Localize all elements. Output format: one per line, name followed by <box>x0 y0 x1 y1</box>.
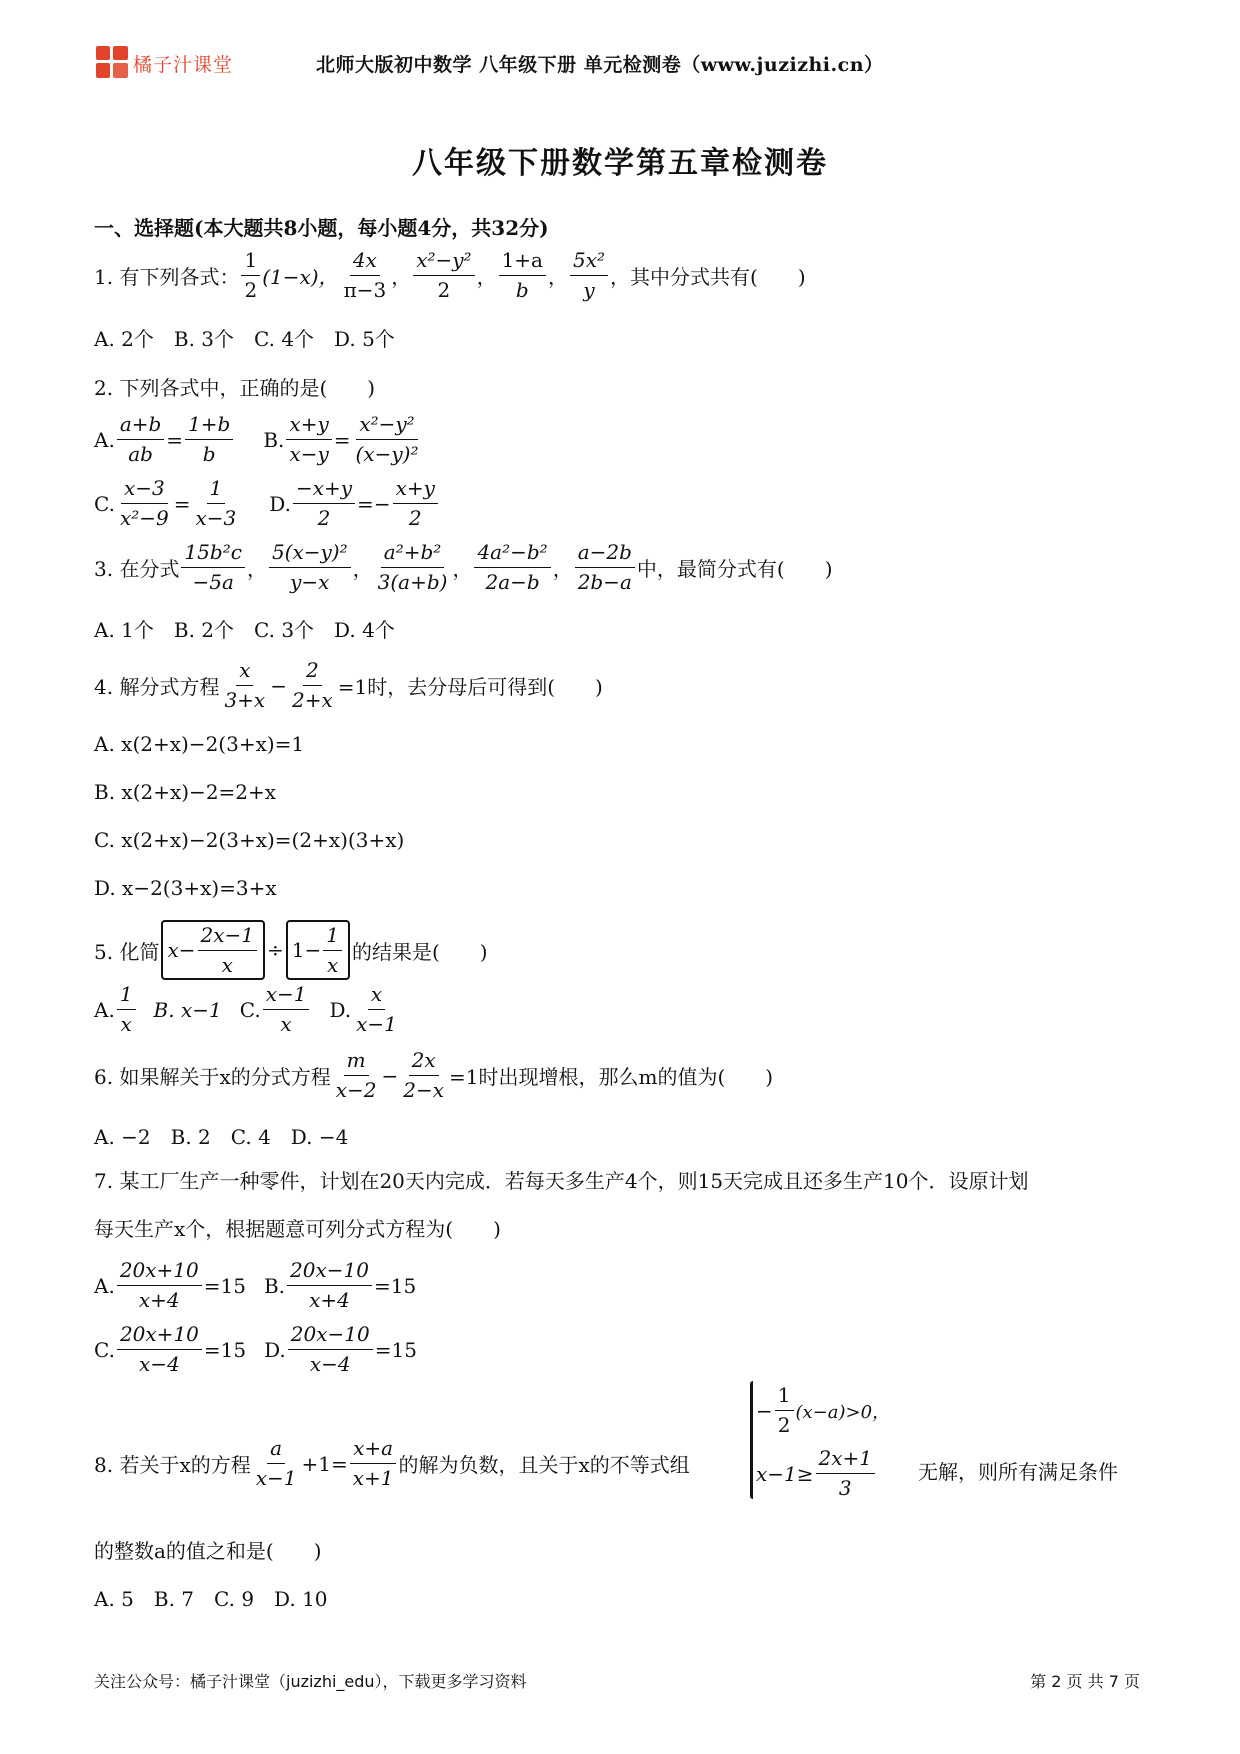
fraction: $\frac{1+b}{b}$ <box>185 412 233 467</box>
q5-options <box>94 982 402 1037</box>
equation-rhs: =15 <box>374 1337 417 1362</box>
q8-options: A. 5 B. 7 C. 9 D. 10 <box>94 1587 328 1611</box>
q7-line-2: 每天生产x个，根据题意可列分式方程为( ) <box>94 1217 501 1241</box>
option-label: D. <box>269 491 291 516</box>
option-label: A. <box>94 427 115 452</box>
fraction: $\frac{x-3}{\text{x²−9}}$ <box>119 476 169 530</box>
fraction: $\frac{20x-10}{x-4}$ <box>288 1322 373 1377</box>
q7-line-1: 7. 某工厂生产一种零件，计划在20天内完成．若每天多生产4个，则15天完成且还多生产10个．设原计划 <box>94 1169 1029 1193</box>
fraction: $\frac{a+b}{ab}$ <box>117 412 164 467</box>
q1-stem: 1. 有下列各式： <box>94 265 240 289</box>
fraction: $\frac{1}{x}$ <box>117 982 136 1037</box>
fraction: $\frac{\text{15b²c}}{-5a}$ <box>181 540 244 595</box>
option-label: C. <box>94 491 115 516</box>
fraction: $\frac{\text{a²+b²}}{3(a+b)}$ <box>377 540 448 594</box>
q7-options-cd <box>94 1322 417 1377</box>
fraction: $\frac{1}{x-3}$ <box>195 476 237 530</box>
page-title: 八年级下册数学第五章检测卷 <box>412 146 828 181</box>
fraction: $\frac{1}{2}$ <box>775 1383 794 1438</box>
q4-option-c: C. x(2+x)−2(3+x)=(2+x)(3+x) <box>94 828 405 852</box>
fraction: $\frac{20x+10}{x-4}$ <box>117 1322 202 1377</box>
page-number: 第 2 页 共 7 页 <box>1030 1672 1140 1691</box>
logo-icon <box>96 46 128 78</box>
q2-options-cd: C. $\frac{x-3}{\text{x²−9}}$ = $\frac{1}{x-3}$ D. $\frac{-x+y}{2}$ = − $\frac{x+y}{2}$ <box>94 476 440 531</box>
fraction: $\frac{x}{x-1}$ <box>356 982 397 1036</box>
expr: (1−x)， <box>262 265 339 289</box>
fraction: $\frac{20x-10}{x+4}$ <box>287 1258 372 1313</box>
fraction: $\frac{x+y}{2}$ <box>393 476 438 531</box>
q3-stem: 3. 在分式 <box>94 557 180 581</box>
option-label: B. <box>263 1273 286 1298</box>
brand-name: 橘子汁课堂 <box>133 54 234 76</box>
fraction: $\frac{1+a}{b}$ <box>499 248 546 303</box>
q8-stem: 8. 若关于x的方程 <box>94 1453 251 1477</box>
option-label: C. <box>239 997 261 1022</box>
q3-options: A. 1个 B. 2个 C. 3个 D. 4个 <box>94 618 395 642</box>
parenthesized-expr: x− $\frac{2x-1}{x}$ <box>161 920 265 980</box>
header-subtitle: 北师大版初中数学 八年级下册 单元检测卷（www.juzizhi.cn） <box>316 54 884 76</box>
inequality-1: − $\frac{1}{2}$ (x−a)>0， <box>756 1383 891 1437</box>
option-label: D. <box>329 997 352 1022</box>
fraction: $\frac{-x+y}{2}$ <box>293 476 355 531</box>
option-label: D. <box>264 1337 286 1362</box>
fraction: $\frac{x+a}{x+1}$ <box>350 1436 397 1491</box>
fraction: $\frac{\text{5(x−y)²}}{y-x}$ <box>269 540 351 595</box>
fraction: $\frac{2}{2+x}$ <box>291 658 333 712</box>
question-4 <box>94 658 603 713</box>
q1-options: A. 2个 B. 3个 C. 4个 D. 5个 <box>94 327 395 351</box>
fraction: $\frac{a}{x-1}$ <box>255 1436 297 1490</box>
fraction: $\frac{a-2b}{2b-a}$ <box>575 540 635 595</box>
option-label: C. <box>94 1337 115 1362</box>
q6-tail: =1时出现增根，那么m的值为( ) <box>449 1065 774 1089</box>
q5-stem: 5. 化简 <box>94 939 160 964</box>
divide-sign: ÷ <box>267 938 284 962</box>
fraction: $\frac{m}{x-2}$ <box>335 1048 377 1102</box>
q8-tail: 无解，则所有满足条件 <box>918 1460 1118 1484</box>
section-heading: 一、选择题(本大题共8小题，每小题4分，共32分) <box>94 216 549 240</box>
fraction: $\frac{\text{5x²}}{y}$ <box>570 248 608 303</box>
q4-stem: 4. 解分式方程 <box>94 675 220 699</box>
expr: +1= <box>301 1451 348 1476</box>
equation-rhs: =15 <box>373 1273 417 1298</box>
fraction: $\frac{1}{2}$ <box>241 248 260 303</box>
q8-line-2: 的整数a的值之和是( ) <box>94 1539 322 1563</box>
q4-option-d: D. x−2(3+x)=3+x <box>94 876 277 900</box>
equation-rhs: =15 <box>203 1337 247 1362</box>
fraction: $\frac{2x}{2-x}$ <box>403 1048 445 1102</box>
q5-tail: 的结果是( ) <box>351 939 488 964</box>
option-label: A. <box>94 1273 115 1298</box>
minus-sign: − <box>373 491 391 516</box>
q2-stem: 2. 下列各式中，正确的是( ) <box>94 376 376 400</box>
minus-sign: − <box>270 673 287 698</box>
fraction: $\frac{x-1}{x}$ <box>263 982 310 1037</box>
fraction: $\frac{x+y}{x-y}$ <box>286 412 331 467</box>
q2-options-ab: A. $\frac{a+b}{ab}$ = $\frac{1+b}{b}$ B. $\frac{x+y}{x-y}$ = $\frac{\text{x²−y²}}{\text{(x−y)²}}$ <box>94 412 424 467</box>
fraction: $\frac{20x+10}{x+4}$ <box>117 1258 202 1313</box>
q4-option-a: A. x(2+x)−2(3+x)=1 <box>94 732 305 756</box>
fraction: $\frac{\text{4a²−b²}}{2a-b}$ <box>474 540 550 595</box>
option-b: B. x−1 <box>153 997 222 1022</box>
parenthesized-expr: 1− $\frac{1}{x}$ <box>286 920 350 980</box>
q3-tail: 中，最简分式有( ) <box>636 557 833 581</box>
inequality-system-brace <box>750 1381 753 1499</box>
question-6 <box>94 1048 773 1103</box>
fraction: $\frac{\text{x²−y²}}{\text{(x−y)²}}$ <box>355 412 419 466</box>
inequality-2: x−1≥ $\frac{2x+1}{3}$ <box>756 1446 877 1501</box>
fraction: $\frac{x}{3+x}$ <box>224 658 266 712</box>
q7-options-ab <box>94 1258 416 1313</box>
q6-options: A. −2 B. 2 C. 4 D. −4 <box>94 1125 349 1149</box>
question-1: 1. 有下列各式： $\frac{1}{2}$ (1−x)， $\frac{4x}{\pi-3}$ ， $\frac{\text{x²−y²}}{2}$ ， $\frac{1+a}{b}$ ， $\frac{\text{5x²}}{y}$ ，其中分式共有( ) <box>94 248 806 302</box>
q6-stem: 6. 如果解关于x的分式方程 <box>94 1065 331 1089</box>
option-label: A. <box>94 997 115 1022</box>
fraction: $\frac{\text{x²−y²}}{2}$ <box>413 248 474 303</box>
q1-tail: ，其中分式共有( ) <box>610 265 806 289</box>
footer-note: 关注公众号：橘子汁课堂（juzizhi_edu），下载更多学习资料 <box>94 1672 527 1691</box>
fraction: $\frac{2x-1}{x}$ <box>198 923 258 978</box>
q4-tail: =1时，去分母后可得到( ) <box>337 675 603 699</box>
q8-stem-cont: 的解为负数，且关于x的不等式组 <box>398 1453 690 1477</box>
question-8 <box>94 1436 690 1491</box>
fraction: $\frac{2x+1}{3}$ <box>816 1446 876 1501</box>
fraction: $\frac{1}{x}$ <box>323 923 342 978</box>
option-label: B. <box>263 427 285 452</box>
q4-option-b: B. x(2+x)−2=2+x <box>94 780 277 804</box>
question-5 <box>94 920 488 980</box>
minus-sign: − <box>381 1063 399 1088</box>
page-header <box>0 0 1240 110</box>
question-3: 3. 在分式 $\frac{\text{15b²c}}{-5a}$ ， $\frac{\text{5(x−y)²}}{y-x}$ ， $\frac{\text{a²+b²}}{3(a+b)}$ ， $\frac{\text{4a²−b²}}{2a-b}$ ， $\frac{a-2b}{2b-a}$ 中，最简分式有( ) <box>94 540 833 594</box>
equation-rhs: =15 <box>203 1273 246 1298</box>
fraction: $\frac{4x}{\pi-3}$ <box>343 248 387 302</box>
